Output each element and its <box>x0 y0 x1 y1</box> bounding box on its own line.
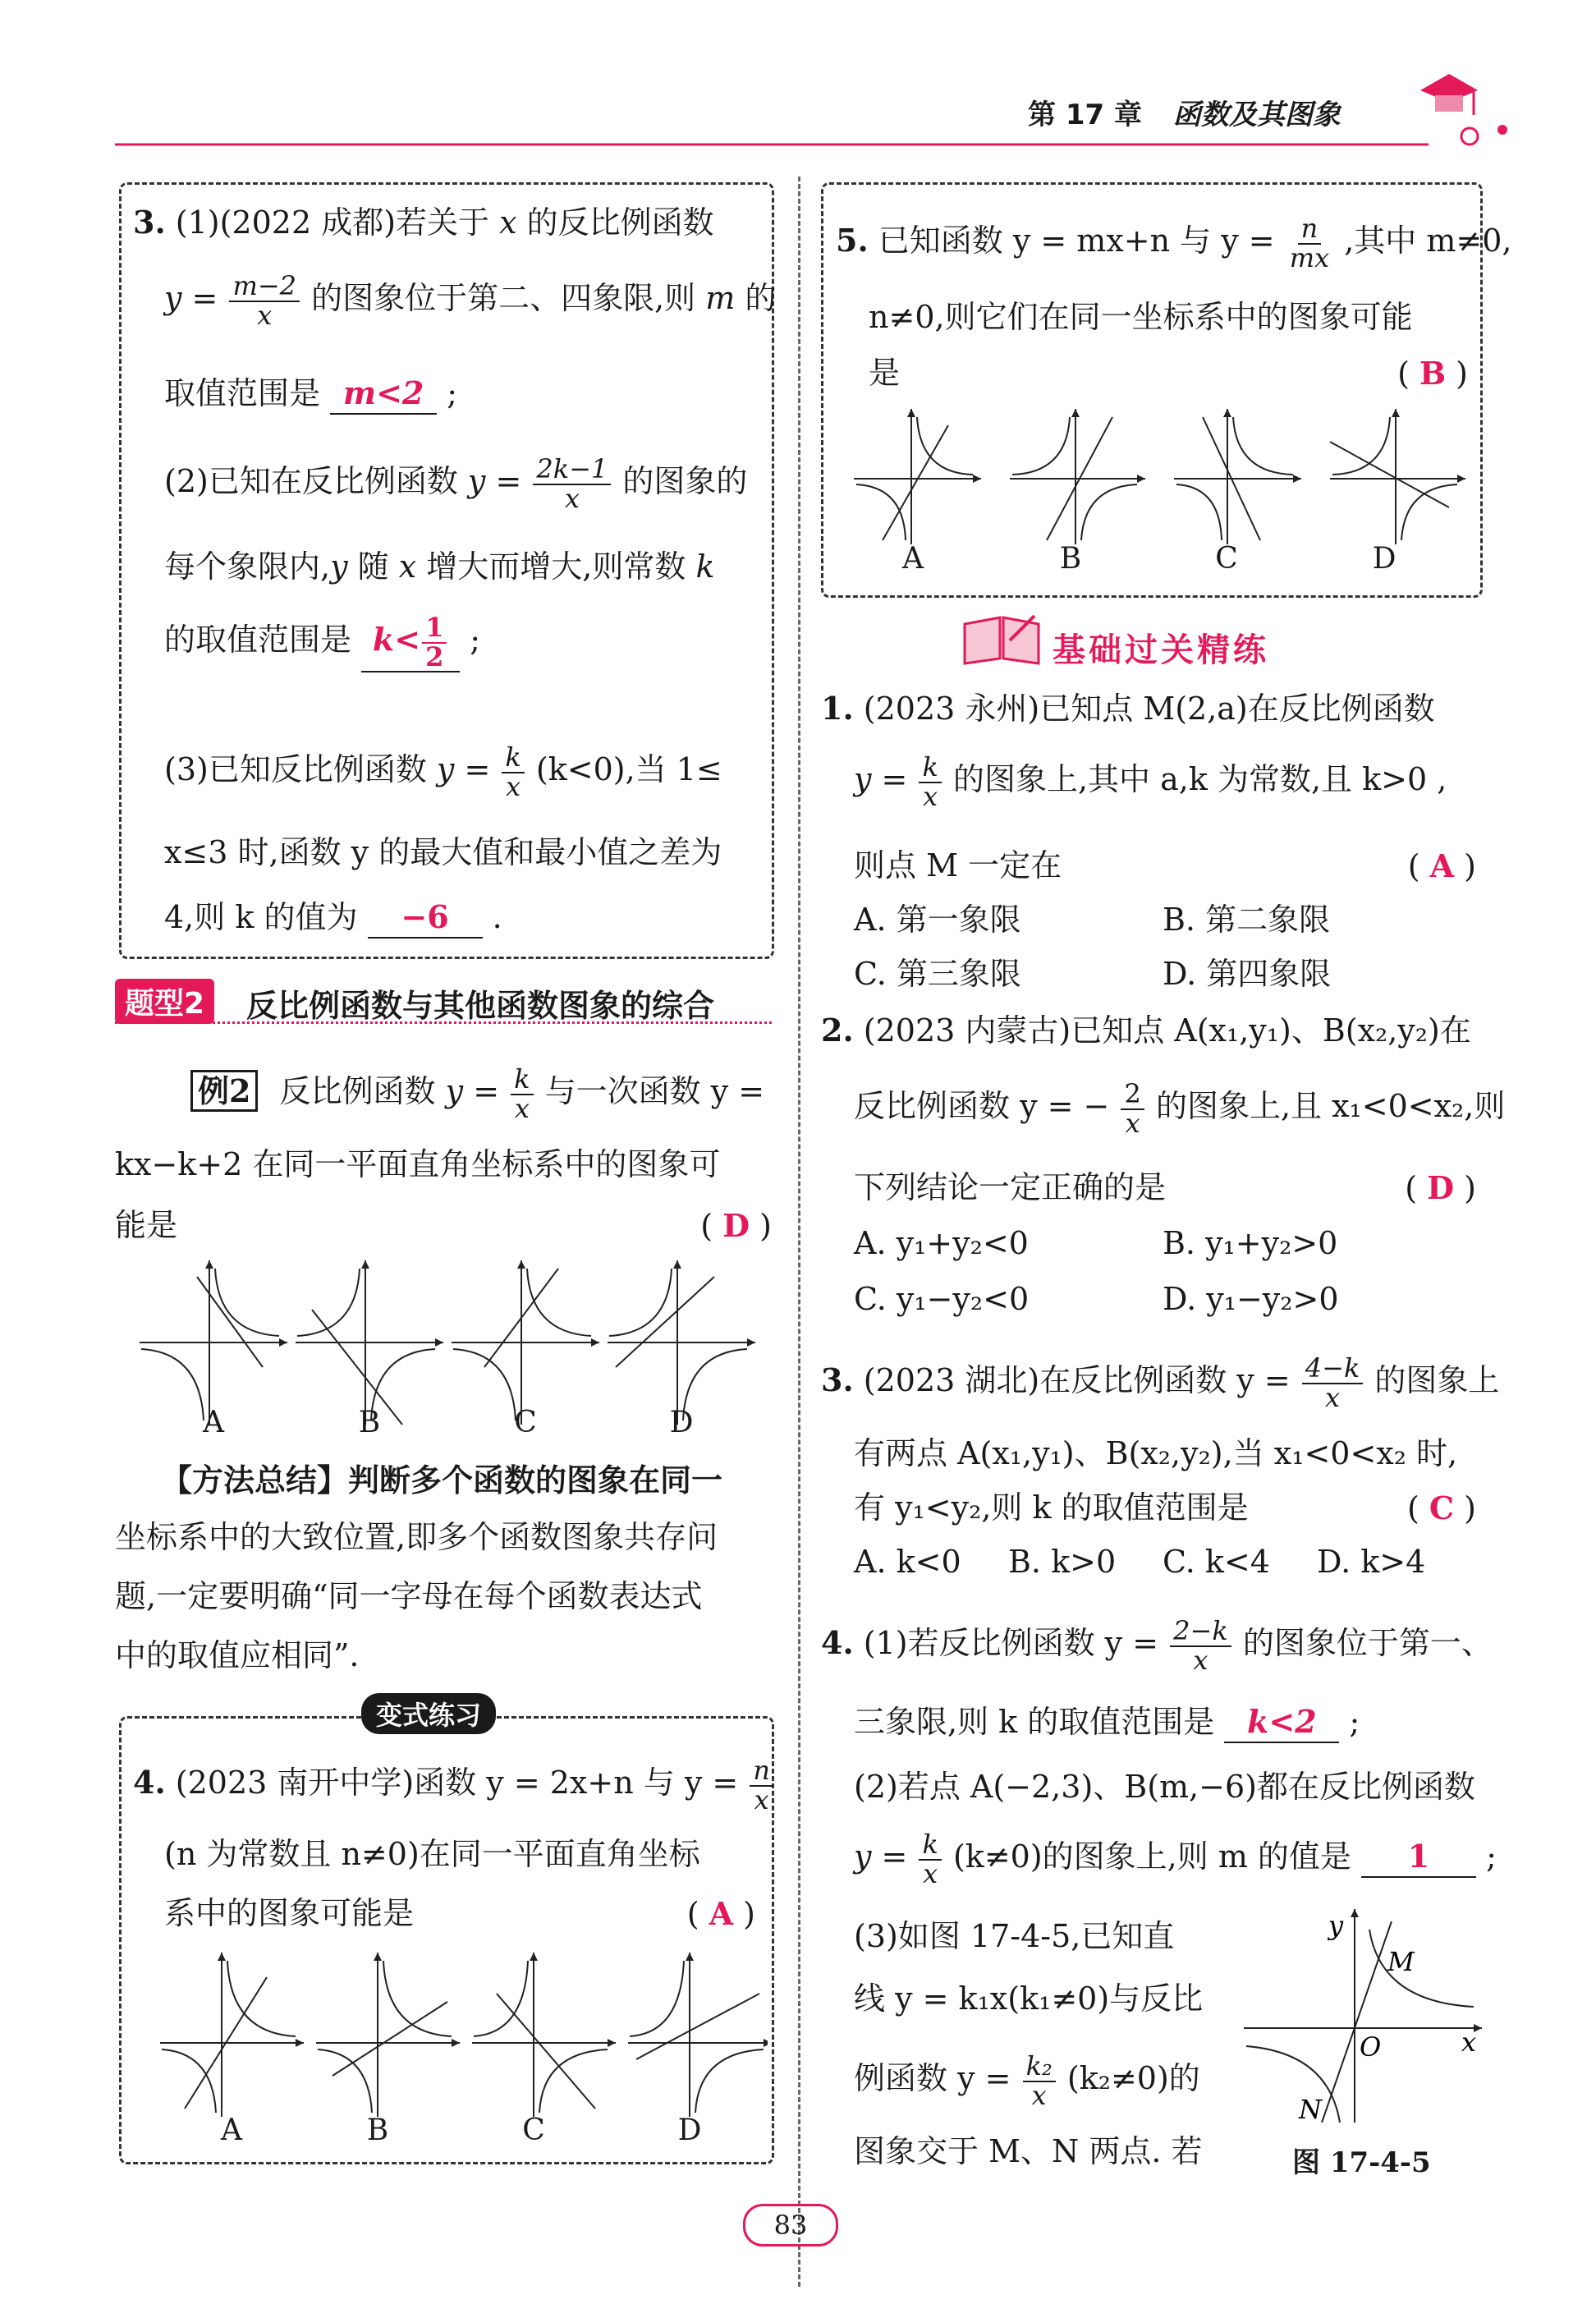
type2-tag: 题型2 <box>115 979 214 1024</box>
q5-number: 5. <box>836 222 869 259</box>
ex2-label-c: C <box>514 1406 537 1439</box>
q5-line2: n≠0,则它们在同一坐标系中的图象可能 <box>869 299 1413 335</box>
figure-17-4-5 <box>1240 1905 1486 2127</box>
p4-line4: y = $\frac{k}{x}$ (k≠0)的图象上,则 m 的值是 1 ; <box>854 1829 1497 1889</box>
p3-line3: 有 y₁<y₂,则 k 的取值范围是 ( C ) <box>854 1489 1476 1526</box>
q5-answer: B <box>1419 355 1447 392</box>
method-line1: 【方法总结】判断多个函数的图象在同一 <box>161 1462 723 1499</box>
q3-part3-line1: (3)已知反比例函数 y = $\frac{k}{x}$ (k<0),当 1≤ <box>164 741 722 802</box>
q4-label-c: C <box>522 2114 545 2147</box>
ex2-graph-a <box>140 1260 287 1425</box>
q4-label-a: A <box>221 2114 242 2147</box>
p1-option-c: C. 第三象限 <box>854 956 1021 992</box>
method-line2: 坐标系中的大致位置,即多个函数图象共存问 <box>115 1519 718 1555</box>
example2-tag: 例2 <box>190 1070 258 1112</box>
q3-number: 3. <box>133 204 166 241</box>
method-line3: 题,一定要明确“同一字母在每个函数表达式 <box>115 1578 703 1614</box>
figure-y-label: y <box>1328 1910 1344 1941</box>
example2-line3: 能是 ( D ) <box>115 1207 772 1244</box>
ex2-graph-b <box>296 1260 443 1425</box>
chapter-title: 函数及其图象 <box>1172 99 1341 131</box>
p1-answer: A <box>1429 847 1455 884</box>
q4-graph-d <box>628 1953 768 2117</box>
page-number: 83 <box>743 2204 838 2247</box>
p1-number: 1. <box>821 690 854 727</box>
p4-line1: 4. (1)若反比例函数 y = $\frac{2-k}{x}$ 的图象位于第一、 <box>821 1615 1493 1676</box>
graduation-cap-icon <box>1412 57 1486 131</box>
q3-part2-line3: 的取值范围是 k< $\frac{1}{2}$ ; <box>164 612 481 672</box>
book-icon <box>961 608 1043 665</box>
figure-x-label: x <box>1461 2026 1477 2058</box>
figure-m-label: M <box>1387 1946 1415 1977</box>
q4-label-d: D <box>677 2114 702 2147</box>
q3-part1-line1: 3. (1)(2022 成都)若关于 x 的反比例函数 <box>133 204 714 241</box>
p1-option-b: B. 第二象限 <box>1163 902 1331 938</box>
p4-part1-answer: k<2 <box>1247 1703 1317 1740</box>
q5-line3: 是 ( B ) <box>869 355 1468 392</box>
p4-part2-answer: 1 <box>1407 1838 1430 1875</box>
q5-graph-b <box>1010 409 1145 544</box>
p4-number: 4. <box>821 1624 854 1662</box>
q5-label-d: D <box>1372 542 1396 576</box>
figure-origin-label: O <box>1360 2031 1382 2063</box>
p3-option-b: B. k>0 <box>1008 1544 1117 1580</box>
column-divider <box>798 177 800 2287</box>
q4-line2: (n 为常数且 n≠0)在同一平面直角坐标 <box>164 1836 700 1872</box>
figure-n-label: N <box>1299 2094 1322 2125</box>
p2-number: 2. <box>821 1012 854 1049</box>
p3-option-a: A. k<0 <box>854 1544 961 1580</box>
q3-part3-answer: −6 <box>401 898 449 935</box>
p1-line1: 1. (2023 永州)已知点 M(2,a)在反比例函数 <box>821 690 1435 727</box>
ex2-graph-d <box>608 1260 755 1425</box>
header-rule <box>115 123 1535 156</box>
figure-caption: 图 17-4-5 <box>1292 2146 1431 2179</box>
p3-answer: C <box>1429 1489 1455 1526</box>
p4-part3-line2: 线 y = k₁x(k₁≠0)与反比 <box>854 1980 1204 2017</box>
q4-answer: A <box>709 1895 734 1932</box>
p4-line3: (2)若点 A(−2,3)、B(m,−6)都在反比例函数 <box>854 1769 1475 1805</box>
type2-underline <box>115 1021 772 1024</box>
method-line4: 中的取值应相同”. <box>115 1637 360 1673</box>
q5-graph-c <box>1174 409 1301 544</box>
example2-answer: D <box>722 1207 750 1244</box>
p3-option-c: C. k<4 <box>1163 1544 1270 1580</box>
q4-graph-a <box>160 1953 304 2117</box>
q4-graph-c <box>472 1953 616 2117</box>
q3-part1-answer: m<2 <box>342 374 424 411</box>
q5-line1: 5. 已知函数 y = mx+n 与 y = $\frac{n}{mx}$ ,其中 m≠0, <box>836 213 1512 273</box>
p2-answer: D <box>1427 1169 1455 1206</box>
chapter-number: 第 17 章 <box>1028 99 1142 131</box>
p4-part3-line4: 图象交于 M、N 两点. 若 <box>854 2133 1203 2169</box>
section-title: 基础过关精练 <box>1053 631 1269 669</box>
p4-part3-line3: 例函数 y = $\frac{\text{k₂}}{x}$ (k₂≠0)的 <box>854 2050 1200 2111</box>
q5-label-a: A <box>902 542 924 576</box>
p1-line3: 则点 M 一定在 ( A ) <box>854 847 1476 884</box>
p1-line2: y = $\frac{k}{x}$ 的图象上,其中 a,k 为常数,且 k>0 , <box>854 751 1447 812</box>
q4-graphs <box>160 1953 768 2117</box>
q3-part2-answer: k< $\frac{1}{2}$ <box>361 614 460 672</box>
q4-graph-b <box>316 1953 460 2117</box>
p4-line2: 三象限,则 k 的取值范围是 k<2 ; <box>854 1703 1360 1743</box>
p2-option-d: D. y₁−y₂>0 <box>1163 1281 1339 1317</box>
q3-part3-line3: 4,则 k 的值为 −6 . <box>164 898 502 939</box>
p2-option-c: C. y₁−y₂<0 <box>854 1281 1030 1317</box>
p1-option-d: D. 第四象限 <box>1163 956 1332 992</box>
q5-label-c: C <box>1215 542 1238 576</box>
q3-part2-line1: (2)已知在反比例函数 y = $\frac{2k-1}{x}$ 的图象的 <box>164 453 748 514</box>
p3-option-d: D. k>4 <box>1317 1544 1426 1580</box>
q4-line3: 系中的图象可能是 ( A ) <box>164 1895 755 1932</box>
type2-title: 反比例函数与其他函数图象的综合 <box>246 988 715 1024</box>
p3-line2: 有两点 A(x₁,y₁)、B(x₂,y₂),当 x₁<0<x₂ 时, <box>854 1435 1458 1471</box>
p4-part3-line1: (3)如图 17-4-5,已知直 <box>854 1918 1175 1954</box>
practice-title: 变式练习 <box>361 1693 496 1734</box>
q5-label-b: B <box>1059 542 1082 576</box>
p2-line2: 反比例函数 y = − $\frac{2}{x}$ 的图象上,且 x₁<0<x₂,则 <box>854 1078 1506 1139</box>
p2-option-b: B. y₁+y₂>0 <box>1163 1225 1338 1261</box>
q5-graph-d <box>1330 409 1465 544</box>
q3-part1-line3: 取值范围是 m<2 ; <box>164 374 457 415</box>
q4-line1: 4. (2023 南开中学)函数 y = 2x+n 与 y = $\frac{n}{x}$ <box>133 1757 775 1814</box>
ex2-label-d: D <box>669 1406 694 1439</box>
q5-graph-a <box>854 409 981 544</box>
q4-number: 4. <box>133 1764 166 1801</box>
ex2-label-b: B <box>358 1406 381 1439</box>
q3-part3-line2: x≤3 时,函数 y 的最大值和最小值之差为 <box>164 834 722 870</box>
ex2-label-a: A <box>203 1406 224 1439</box>
p3-line1: 3. (2023 湖北)在反比例函数 y = $\frac{4-k}{x}$ 的图象上 <box>821 1352 1500 1413</box>
example2-line1: 例2 反比例函数 y = $\frac{k}{x}$ 与一次函数 y = <box>190 1066 764 1122</box>
example2-line2: kx−k+2 在同一平面直角坐标系中的图象可 <box>115 1146 721 1182</box>
p2-line3: 下列结论一定正确的是 ( D ) <box>854 1169 1476 1206</box>
ex2-graph-c <box>452 1260 599 1425</box>
q3-part2-line2: 每个象限内,y 随 x 增大而增大,则常数 k <box>164 548 715 585</box>
p3-number: 3. <box>821 1361 854 1399</box>
p2-option-a: A. y₁+y₂<0 <box>854 1225 1029 1261</box>
q5-graphs <box>850 409 1474 548</box>
p2-line1: 2. (2023 内蒙古)已知点 A(x₁,y₁)、B(x₂,y₂)在 <box>821 1012 1471 1049</box>
p1-option-a: A. 第一象限 <box>854 902 1021 938</box>
q4-label-b: B <box>366 2114 389 2147</box>
q3-part1-line2: y = $\frac{m-2}{x}$ 的图象位于第二、四象限,则 m 的 <box>164 270 777 331</box>
